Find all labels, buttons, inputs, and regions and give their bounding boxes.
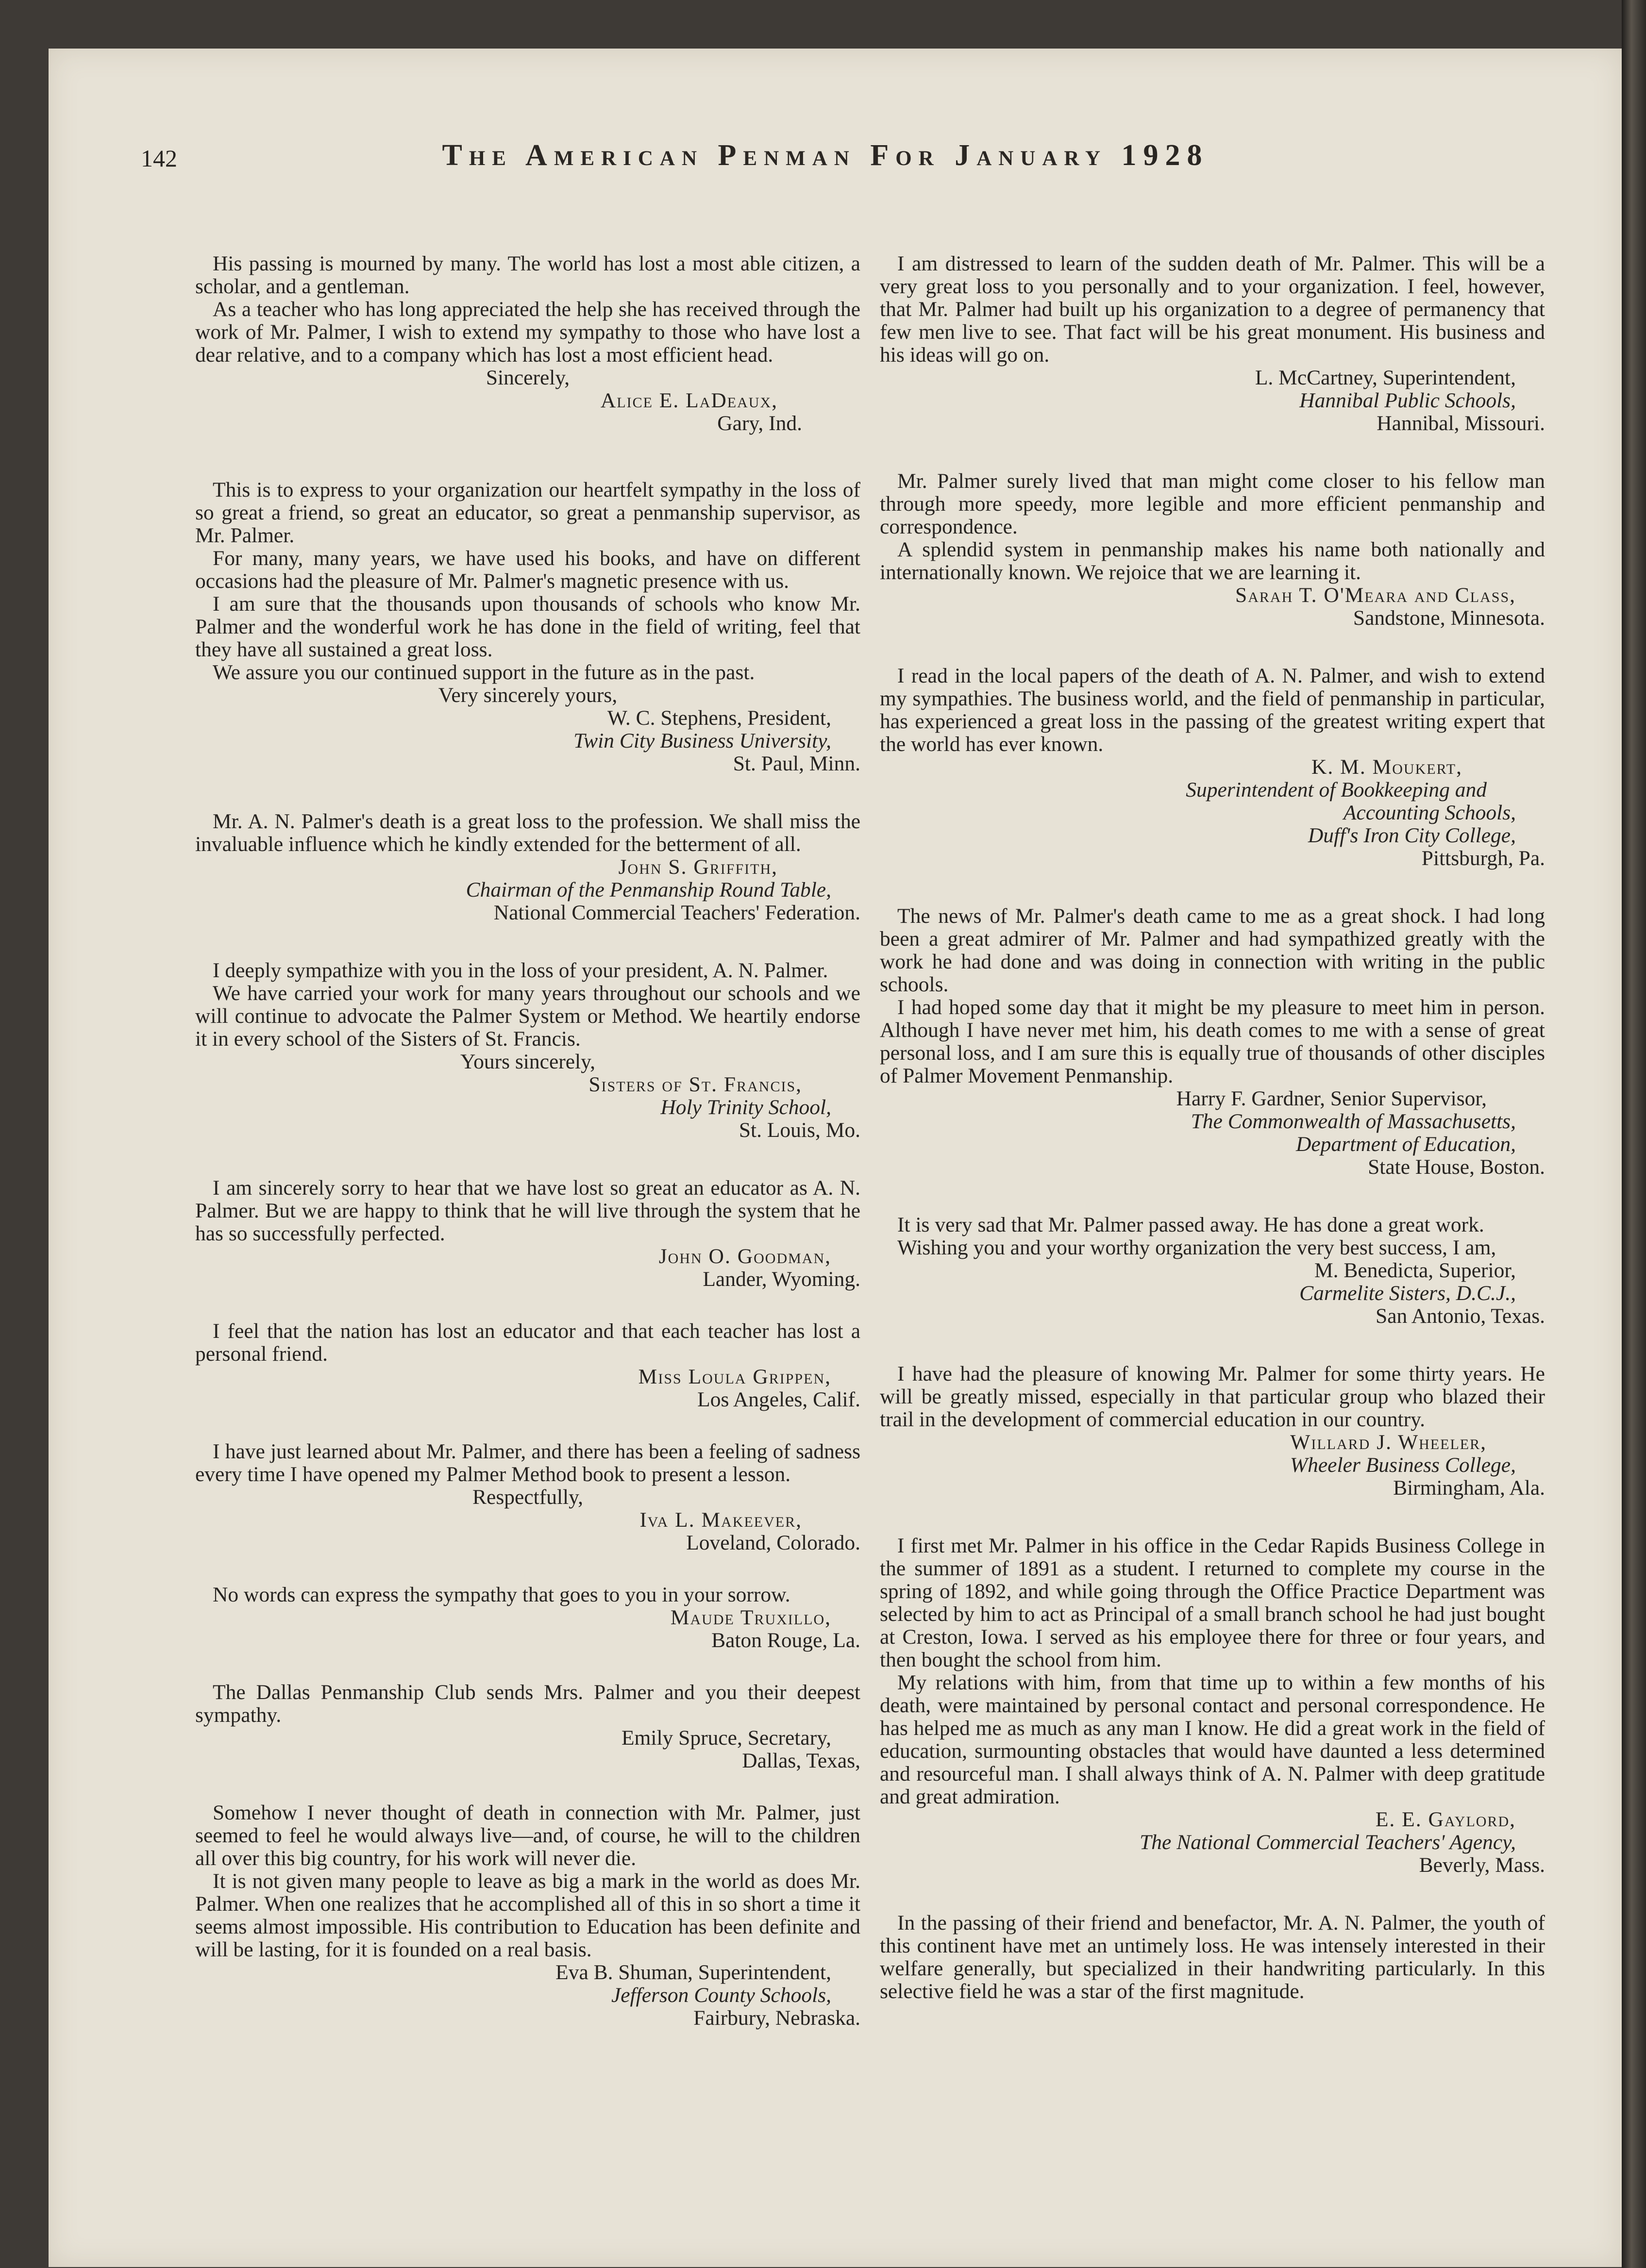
letter-griffith bbox=[195, 810, 860, 924]
signature bbox=[195, 1606, 860, 1652]
signer-location: Lander, Wyoming. bbox=[703, 1267, 860, 1291]
letter-paragraph: A splendid system in penmanship makes his name both nationally and internationally known. We rejoice that we are learning it. bbox=[880, 538, 1545, 584]
signer-name: John O. Goodman, bbox=[658, 1245, 831, 1268]
letter-shuman bbox=[195, 1801, 860, 2030]
signer-title: Superintendent of Bookkeeping and bbox=[1186, 778, 1487, 801]
signer-location: Gary, Ind. bbox=[717, 412, 802, 435]
signature bbox=[880, 1087, 1545, 1179]
signer-location: San Antonio, Texas. bbox=[1376, 1304, 1545, 1328]
signature bbox=[880, 756, 1545, 870]
signer-organization: Carmelite Sisters, D.C.J., bbox=[1299, 1282, 1516, 1305]
signer-name: Willard J. Wheeler, bbox=[1290, 1431, 1487, 1454]
signature bbox=[195, 1366, 860, 1411]
letter-paragraph: This is to express to your organization our heartfelt sympathy in the loss of so great a friend, so great an educator, so great a penmanship supervisor, as Mr. Palmer. bbox=[195, 478, 860, 547]
letter-paragraph: My relations with him, from that time up to within a few months of his death, were maintained by personal contact and personal correspondence. He has helped me as much as any man I know. He did a great work in the field of education, surmounting obstacles that would have daunted a less determined and resourceful man. I shall always think of A. N. Palmer with deep gratitude and great admiration. bbox=[880, 1671, 1545, 1808]
letter-spruce bbox=[195, 1681, 860, 1772]
signature bbox=[195, 684, 860, 775]
signer-organization: Holy Trinity School, bbox=[660, 1096, 831, 1119]
letter-paragraph: In the passing of their friend and benefactor, Mr. A. N. Palmer, the youth of this continent have met an untimely loss. He was intensely interested in their welfare generally, but specialized in their handwriting particularly. In this selective field he was a star of the first magnitude. bbox=[880, 1911, 1545, 2003]
signer-title: Chairman of the Penmanship Round Table, bbox=[466, 878, 831, 901]
letter-mccartney bbox=[880, 252, 1545, 435]
page-header bbox=[141, 138, 1510, 192]
signer-name: Eva B. Shuman, Superintendent, bbox=[555, 1961, 831, 1984]
signature bbox=[880, 584, 1545, 630]
letter-paragraph: Wishing you and your worthy organization the very best success, I am, bbox=[897, 1236, 1496, 1259]
letter-sisters-st-francis bbox=[195, 959, 860, 1142]
signer-department: Department of Education, bbox=[1295, 1133, 1516, 1156]
letter-benedicta bbox=[880, 1214, 1545, 1328]
signer-name: Maude Truxillo, bbox=[670, 1606, 831, 1629]
signer-name: E. E. Gaylord, bbox=[1375, 1808, 1516, 1831]
letter-gaylord bbox=[880, 1534, 1545, 1877]
letter-paragraph: Mr. A. N. Palmer's death is a great loss to the profession. We shall miss the invaluable influence which he kindly extended for the betterment of all. bbox=[195, 810, 860, 856]
letter-paragraph: It is not given many people to leave as big a mark in the world as does Mr. Palmer. When one realizes that he accomplished all of this in so short a time it seems almost impossible. His contribution to Education has been definite and will be lasting, for it is founded on a real basis. bbox=[195, 1869, 860, 1961]
signer-name: Sarah T. O'Meara and Class, bbox=[1235, 584, 1516, 607]
signer-name: Iva L. Makeever, bbox=[639, 1508, 802, 1532]
signer-organization: The Commonwealth of Massachusetts, bbox=[1191, 1110, 1516, 1133]
signer-location: Birmingham, Ala. bbox=[1393, 1476, 1545, 1500]
signer-organization: Wheeler Business College, bbox=[1290, 1453, 1516, 1477]
page-title: The American Penman For January 1928 bbox=[442, 139, 1209, 172]
signer-organization: Duff's Iron City College, bbox=[1308, 824, 1516, 847]
letter-paragraph: The Dallas Penmanship Club sends Mrs. Palmer and you their deepest sympathy. bbox=[195, 1681, 860, 1727]
signer-name: Sisters of St. Francis, bbox=[588, 1073, 802, 1096]
letter-paragraph: Mr. Palmer surely lived that man might come closer to his fellow man through more speedy, more legible and more efficient penmanship and correspondence. bbox=[880, 469, 1545, 538]
signer-organization: The National Commercial Teachers' Agency, bbox=[1140, 1831, 1516, 1854]
letter-paragraph: I am sincerely sorry to hear that we have lost so great an educator as A. N. Palmer. But we are happy to think that he will live through the system that he has so successfully perfected. bbox=[195, 1176, 860, 1245]
letter-gardner bbox=[880, 905, 1545, 1179]
closing: Respectfully, bbox=[472, 1485, 583, 1509]
letter-paragraph: I first met Mr. Palmer in his office in the Cedar Rapids Business College in the summer of 1891 as a student. I returned to complete my course in the spring of 1892, and while going through the Office Practice Department was selected by him to act as Principal of a small branch school he had just bought at Creston, Iowa. I served as his employee there for three or four years, and then bought the school from him. bbox=[880, 1534, 1545, 1671]
signer-location: Beverly, Mass. bbox=[1419, 1853, 1545, 1877]
letter-paragraph: I read in the local papers of the death of A. N. Palmer, and wish to extend my sympathies. The business world, and the field of penmanship in particular, has experienced a great loss in the passing of the greatest writing expert that the world has ever known. bbox=[880, 664, 1545, 756]
signer-name: Alice E. LaDeaux, bbox=[600, 389, 778, 412]
letter-paragraph: We have carried your work for many years throughout our schools and we will continue to advocate the Palmer System or Method. We heartily endorse it in every school of the Sisters of St. Francis. bbox=[195, 982, 860, 1051]
letter-ladeaux bbox=[195, 252, 860, 435]
letter-paragraph: I had hoped some day that it might be my pleasure to meet him in person. Although I have never met him, his death comes to me with a sense of great personal loss, and I am sure this is equally true of thousands of other disciples of Palmer Movement Penmanship. bbox=[880, 996, 1545, 1087]
signature bbox=[195, 1051, 860, 1142]
signer-location: St. Paul, Minn. bbox=[733, 752, 860, 775]
signer-location: Sandstone, Minnesota. bbox=[1353, 606, 1545, 630]
letter-paragraph: We assure you our continued support in the future as in the past. bbox=[213, 661, 755, 684]
letter-paragraph: His passing is mourned by many. The world has lost a most able citizen, a scholar, and a gentleman. bbox=[195, 252, 860, 298]
letter-final-tribute bbox=[880, 1912, 1545, 2003]
signer-name: L. McCartney, Superintendent, bbox=[1255, 366, 1516, 389]
letter-goodman bbox=[195, 1177, 860, 1291]
signer-location: Pittsburgh, Pa. bbox=[1421, 847, 1545, 870]
signer-name: Emily Spruce, Secretary, bbox=[621, 1726, 831, 1750]
signer-name: W. C. Stephens, President, bbox=[607, 706, 831, 730]
signer-organization: Jefferson County Schools, bbox=[611, 1984, 831, 2007]
right-column bbox=[880, 252, 1545, 2038]
letter-paragraph: As a teacher who has long appreciated the help she has received through the work of Mr. Palmer, I wish to extend my sympathy to those who have lost a dear relative, and to a company which has lost a most efficient head. bbox=[195, 298, 860, 367]
letter-omeara bbox=[880, 470, 1545, 630]
signature bbox=[880, 367, 1545, 435]
signer-name: John S. Griffith, bbox=[618, 855, 778, 879]
signature bbox=[195, 856, 860, 924]
letter-moukert bbox=[880, 665, 1545, 870]
signer-location: Dallas, Texas, bbox=[742, 1749, 860, 1772]
signature bbox=[195, 1727, 860, 1772]
closing: Sincerely, bbox=[486, 366, 570, 389]
signature bbox=[195, 367, 860, 435]
signer-name: M. Benedicta, Superior, bbox=[1314, 1259, 1516, 1282]
letter-paragraph: The news of Mr. Palmer's death came to me as a great shock. I had long been a great admirer of Mr. Palmer and had sympathized greatly with the work he had done and was doing in connection with writing in the public schools. bbox=[880, 904, 1545, 996]
closing: Yours sincerely, bbox=[460, 1050, 595, 1073]
letter-paragraph: I am sure that the thousands upon thousands of schools who know Mr. Palmer and the wonderful work he has done in the field of writing, feel that they have all sustained a great loss. bbox=[195, 592, 860, 661]
signature bbox=[880, 1808, 1545, 1877]
signer-name: Harry F. Gardner, Senior Supervisor, bbox=[1176, 1087, 1487, 1110]
signer-location: State House, Boston. bbox=[1368, 1155, 1545, 1179]
signer-location: Loveland, Colorado. bbox=[686, 1531, 860, 1554]
signature bbox=[195, 1961, 860, 2030]
letter-paragraph: No words can express the sympathy that goes to you in your sorrow. bbox=[213, 1583, 790, 1606]
signer-organization: Hannibal Public Schools, bbox=[1299, 389, 1516, 412]
letter-paragraph: I have just learned about Mr. Palmer, and there has been a feeling of sadness every time I have opened my Palmer Method book to present a lesson. bbox=[195, 1440, 860, 1486]
signer-name: Miss Loula Grippen, bbox=[638, 1365, 831, 1388]
signature bbox=[880, 1259, 1545, 1328]
letter-stephens bbox=[195, 479, 860, 775]
signer-location: Los Angeles, Calif. bbox=[697, 1388, 860, 1411]
page-number: 142 bbox=[141, 145, 177, 172]
signer-location: Fairbury, Nebraska. bbox=[693, 2006, 860, 2030]
letter-paragraph: I am distressed to learn of the sudden death of Mr. Palmer. This will be a very great loss to you personally and to your organization. I feel, however, that Mr. Palmer had built up his organization to a degree of permanency that few men live to see. That fact will be his great monument. His business and his ideas will go on. bbox=[880, 252, 1545, 367]
letter-paragraph: For many, many years, we have used his books, and have on different occasions had the pleasure of Mr. Palmer's magnetic presence with us. bbox=[195, 547, 860, 593]
signer-organization: Twin City Business University, bbox=[573, 729, 831, 752]
letter-paragraph: Somehow I never thought of death in connection with Mr. Palmer, just seemed to feel he would always live—and, of course, he will to the children all over this big country, for his work will never die. bbox=[195, 1801, 860, 1870]
signer-location: Baton Rouge, La. bbox=[711, 1629, 860, 1652]
signer-name: K. M. Moukert, bbox=[1311, 755, 1462, 779]
letter-paragraph: I deeply sympathize with you in the loss of your president, A. N. Palmer. bbox=[213, 959, 828, 982]
letter-wheeler bbox=[880, 1363, 1545, 1500]
left-column bbox=[195, 252, 860, 2065]
letter-paragraph: It is very sad that Mr. Palmer passed away. He has done a great work. bbox=[897, 1213, 1484, 1236]
signature bbox=[195, 1486, 860, 1554]
adjacent-page-edge bbox=[1622, 0, 1646, 2268]
letter-paragraph: I feel that the nation has lost an educator and that each teacher has lost a personal friend. bbox=[195, 1319, 860, 1366]
signer-location: Hannibal, Missouri. bbox=[1377, 412, 1545, 435]
signer-location: St. Louis, Mo. bbox=[739, 1118, 860, 1142]
letter-grippen bbox=[195, 1320, 860, 1411]
signer-title: Accounting Schools, bbox=[1343, 801, 1516, 824]
closing: Very sincerely yours, bbox=[438, 684, 618, 707]
letter-paragraph: I have had the pleasure of knowing Mr. Palmer for some thirty years. He will be greatly missed, especially in that particular group who blazed their trail in the development of commercial education in our country. bbox=[880, 1362, 1545, 1431]
letter-truxillo bbox=[195, 1584, 860, 1652]
signature bbox=[880, 1431, 1545, 1500]
signer-organization: National Commercial Teachers' Federation. bbox=[493, 901, 860, 924]
letter-makeever bbox=[195, 1440, 860, 1554]
signature bbox=[195, 1245, 860, 1291]
